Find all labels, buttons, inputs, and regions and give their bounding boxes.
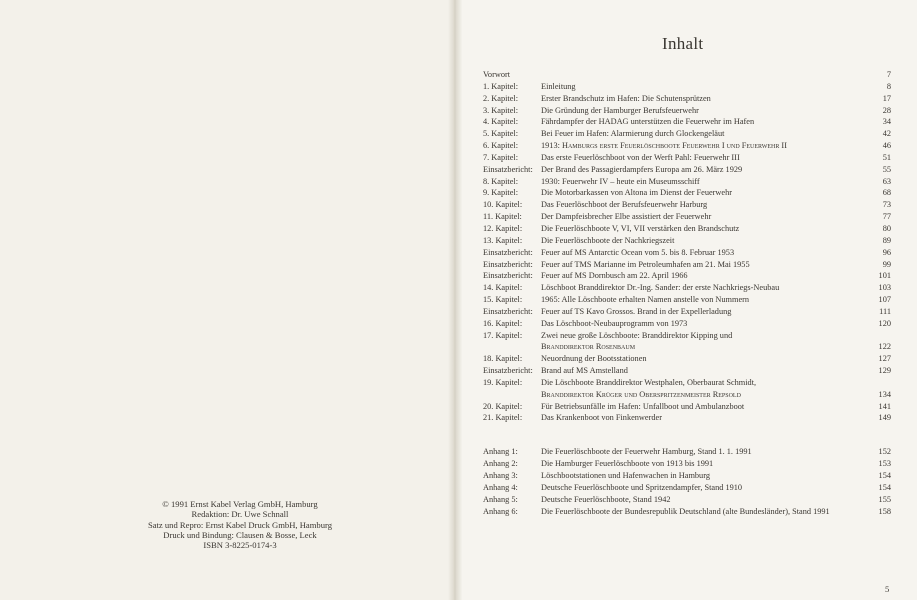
- toc-entry: [483, 378, 891, 390]
- toc-entry: [483, 319, 891, 331]
- entry-title: Erster Brandschutz im Hafen: Die Schutensprützen: [541, 93, 711, 103]
- entry-title: Das Krankenboot von Finkenwerder: [541, 413, 662, 423]
- appendix-entry: [483, 483, 891, 495]
- entry-page: 122: [878, 342, 891, 352]
- entry-page: 63: [882, 176, 891, 186]
- entry-page: 46: [882, 141, 891, 151]
- entry-title: Branddirektor Krüger und Oberspritzenmeister Repsold: [541, 389, 741, 399]
- entry-title: Die Motorbarkassen von Altona im Dienst der Feuerwehr: [541, 188, 733, 198]
- entry-page: 103: [878, 283, 891, 293]
- entry-title: Zwei neue große Löschboote: Branddirektor Kipping und: [541, 330, 733, 340]
- entry-title: Die Löschboote Branddirektor Westphalen, Oberbaurat Schmidt,: [541, 377, 757, 387]
- book-gutter: [448, 0, 462, 600]
- entry-page: 34: [882, 117, 891, 127]
- entry-title: Das erste Feuerlöschboot von der Werft Pahl: Feuerwehr III: [541, 152, 740, 162]
- entry-page: 154: [878, 482, 891, 492]
- imprint-line: ISBN 3-8225-0174-3: [203, 540, 277, 551]
- entry-title: Das Löschboot-Neubauprogramm von 1973: [541, 318, 688, 328]
- entry-page: 129: [878, 366, 891, 376]
- entry-label: Einsatzbericht:: [483, 271, 533, 281]
- toc-entry: [483, 248, 891, 260]
- entry-label: 6. Kapitel:: [483, 141, 519, 151]
- toc-entry: [483, 390, 891, 402]
- toc-entry: [483, 106, 891, 118]
- toc-entry: [483, 82, 891, 94]
- entry-title: Die Feuerlöschboote der Feuerwehr Hamburg, Stand 1. 1. 1991: [541, 447, 752, 457]
- entry-page: 89: [882, 235, 891, 245]
- toc-entry: [483, 153, 891, 165]
- entry-page: 68: [882, 188, 891, 198]
- entry-page: 77: [882, 212, 891, 222]
- entry-label: 1. Kapitel:: [483, 81, 519, 91]
- entry-label: 20. Kapitel:: [483, 401, 523, 411]
- entry-page: 152: [878, 447, 891, 457]
- imprint: [130, 499, 350, 550]
- entry-title: Einleitung: [541, 81, 576, 91]
- entry-page: 158: [878, 506, 891, 516]
- entry-title: 1965: Alle Löschboote erhalten Namen anstelle von Nummern: [541, 295, 750, 305]
- entry-title: Die Gründung der Hamburger Berufsfeuerwehr: [541, 105, 699, 115]
- entry-title: Branddirektor Rosenbaum: [541, 342, 636, 352]
- entry-label: 2. Kapitel:: [483, 93, 519, 103]
- entry-label: 9. Kapitel:: [483, 188, 519, 198]
- entry-page: 155: [878, 494, 891, 504]
- toc-entry: [483, 165, 891, 177]
- entry-label: Anhang 6:: [483, 506, 518, 516]
- entry-label: Vorwort: [483, 70, 511, 79]
- imprint-line: Redaktion: Dr. Uwe Schnall: [191, 509, 289, 520]
- entry-page: 111: [879, 306, 891, 316]
- entry-label: Einsatzbericht:: [483, 247, 533, 257]
- entry-label: 14. Kapitel:: [483, 283, 523, 293]
- toc-entry: [483, 177, 891, 189]
- entry-title: Bei Feuer im Hafen: Alarmierung durch Glockengeläut: [541, 129, 725, 139]
- entry-label: 16. Kapitel:: [483, 318, 523, 328]
- entry-title: Der Brand des Passagierdampfers Europa am 26. März 1929: [541, 164, 743, 174]
- entry-title: Deutsche Feuerlöschboote, Stand 1942: [541, 494, 671, 504]
- entry-page: 134: [878, 389, 891, 399]
- toc-entry: [483, 236, 891, 248]
- toc-entry: [483, 283, 891, 295]
- imprint-line: © 1991 Ernst Kabel Verlag GmbH, Hamburg: [162, 499, 318, 509]
- page-number: 5: [885, 584, 890, 594]
- entry-page: 28: [882, 105, 891, 115]
- entry-label: Einsatzbericht:: [483, 164, 533, 174]
- entry-page: 8: [886, 81, 891, 91]
- entry-label: 7. Kapitel:: [483, 152, 519, 162]
- toc-entry: [483, 94, 891, 106]
- entry-page: 96: [882, 247, 891, 257]
- entry-page: 73: [882, 200, 891, 210]
- entry-label: Einsatzbericht:: [483, 306, 533, 316]
- entry-page: 101: [878, 271, 891, 281]
- entry-label: 19. Kapitel:: [483, 377, 523, 387]
- entry-label: 18. Kapitel:: [483, 354, 523, 364]
- toc-entry: [483, 224, 891, 236]
- entry-title: Das Feuerlöschboot der Berufsfeuerwehr Harburg: [541, 200, 708, 210]
- toc-entry: [483, 70, 891, 82]
- entry-label: 3. Kapitel:: [483, 105, 519, 115]
- entry-page: 127: [878, 354, 891, 364]
- entry-page: 55: [882, 164, 891, 174]
- entry-page: 42: [882, 129, 891, 139]
- entry-page: 153: [878, 459, 891, 469]
- appendix-entry: [483, 495, 891, 507]
- table-of-contents: [483, 70, 891, 518]
- entry-label: 8. Kapitel:: [483, 176, 519, 186]
- toc-entry: [483, 212, 891, 224]
- entry-title: Neuordnung der Bootsstationen: [541, 354, 647, 364]
- entry-label: Anhang 3:: [483, 471, 518, 480]
- entry-title: Die Feuerlöschboote der Bundesrepublik Deutschland (alte Bundesländer), Stand 1991: [541, 506, 830, 516]
- entry-title: Löschboot Branddirektor Dr.-Ing. Sander: der erste Nachkriegs-Neubau: [541, 283, 780, 293]
- entry-page: 141: [878, 401, 891, 411]
- imprint-line: Druck und Bindung: Clausen & Bosse, Leck: [163, 529, 317, 540]
- appendix-entry: [483, 507, 891, 519]
- entry-label: 12. Kapitel:: [483, 223, 523, 233]
- entry-title: Brand auf MS Amstelland: [541, 366, 628, 376]
- entry-page: 7: [886, 70, 891, 79]
- toc-entry: [483, 413, 891, 425]
- entry-label: 11. Kapitel:: [483, 212, 522, 222]
- entry-title: Die Feuerlöschboote der Nachkriegszeit: [541, 235, 675, 245]
- toc-entry: [483, 117, 891, 129]
- entry-title: Feuer auf TMS Marianne im Petroleumhafen am 21. Mai 1955: [541, 259, 750, 269]
- entry-title: 1913: Hamburgs erste Feuerlöschboote Feuerwehr I und Feuerwehr II: [541, 141, 787, 151]
- entry-label: Einsatzbericht:: [483, 259, 533, 269]
- entry-title: Deutsche Feuerlöschboote und Spritzendampfer, Stand 1910: [541, 482, 743, 492]
- entry-page: 99: [882, 259, 891, 269]
- entry-title: Die Hamburger Feuerlöschboote von 1913 bis 1991: [541, 459, 714, 469]
- entry-title: Feuer auf MS Antarctic Ocean vom 5. bis 8. Februar 1953: [541, 247, 735, 257]
- entry-label: Einsatzbericht:: [483, 366, 533, 376]
- entry-label: 15. Kapitel:: [483, 295, 523, 305]
- entry-label: 10. Kapitel:: [483, 200, 523, 210]
- appendix-entry: [483, 447, 891, 459]
- appendix-entry: [483, 471, 891, 483]
- entry-label: Anhang 1:: [483, 447, 518, 457]
- entry-label: 4. Kapitel:: [483, 117, 519, 127]
- toc-entry: [483, 354, 891, 366]
- entry-label: Anhang 2:: [483, 459, 518, 469]
- entry-label: Anhang 5:: [483, 494, 518, 504]
- entry-title: Feuer auf MS Dornbusch am 22. April 1966: [541, 271, 688, 281]
- entry-label: 13. Kapitel:: [483, 235, 523, 245]
- appendix-entry: [483, 459, 891, 471]
- toc-entry: [483, 307, 891, 319]
- toc-entry: [483, 342, 891, 354]
- entry-title: 1930: Feuerwehr IV – heute ein Museumsschiff: [541, 176, 700, 186]
- toc-entry: [483, 402, 891, 414]
- toc-entry: [483, 188, 891, 200]
- toc-entry: [483, 200, 891, 212]
- entry-page: 154: [878, 471, 891, 480]
- entry-page: 17: [882, 93, 891, 103]
- toc-entry: [483, 366, 891, 378]
- toc-entry: [483, 141, 891, 153]
- entry-title: Feuer auf TS Kavo Grossos. Brand in der Expellerladung: [541, 306, 732, 316]
- entry-title: Der Dampfeisbrecher Elbe assistiert der Feuerwehr: [541, 212, 712, 222]
- toc-title: Inhalt: [662, 34, 704, 53]
- entry-page: 149: [878, 413, 891, 423]
- entry-label: 5. Kapitel:: [483, 129, 519, 139]
- entry-title: Löschbootstationen und Hafenwachen in Hamburg: [541, 471, 710, 480]
- entry-page: 51: [882, 152, 891, 162]
- entry-title: Die Feuerlöschboote V, VI, VII verstärken den Brandschutz: [541, 223, 740, 233]
- toc-entry: [483, 271, 891, 283]
- entry-page: 80: [882, 223, 891, 233]
- toc-entry: [483, 331, 891, 343]
- toc-entry: [483, 295, 891, 307]
- entry-page: 120: [878, 318, 891, 328]
- entry-title: Für Betriebsunfälle im Hafen: Unfallboot und Ambulanzboot: [541, 401, 745, 411]
- entry-label: 17. Kapitel:: [483, 330, 523, 340]
- entry-label: Anhang 4:: [483, 482, 518, 492]
- left-page: [0, 0, 455, 600]
- entry-label: 21. Kapitel:: [483, 413, 523, 423]
- toc-entry: [483, 260, 891, 272]
- imprint-line: Satz und Repro: Ernst Kabel Druck GmbH, Hamburg: [147, 519, 333, 530]
- toc-entry: [483, 129, 891, 141]
- entry-page: 107: [878, 295, 891, 305]
- entry-title: Fährdampfer der HADAG unterstützen die Feuerwehr im Hafen: [541, 117, 755, 127]
